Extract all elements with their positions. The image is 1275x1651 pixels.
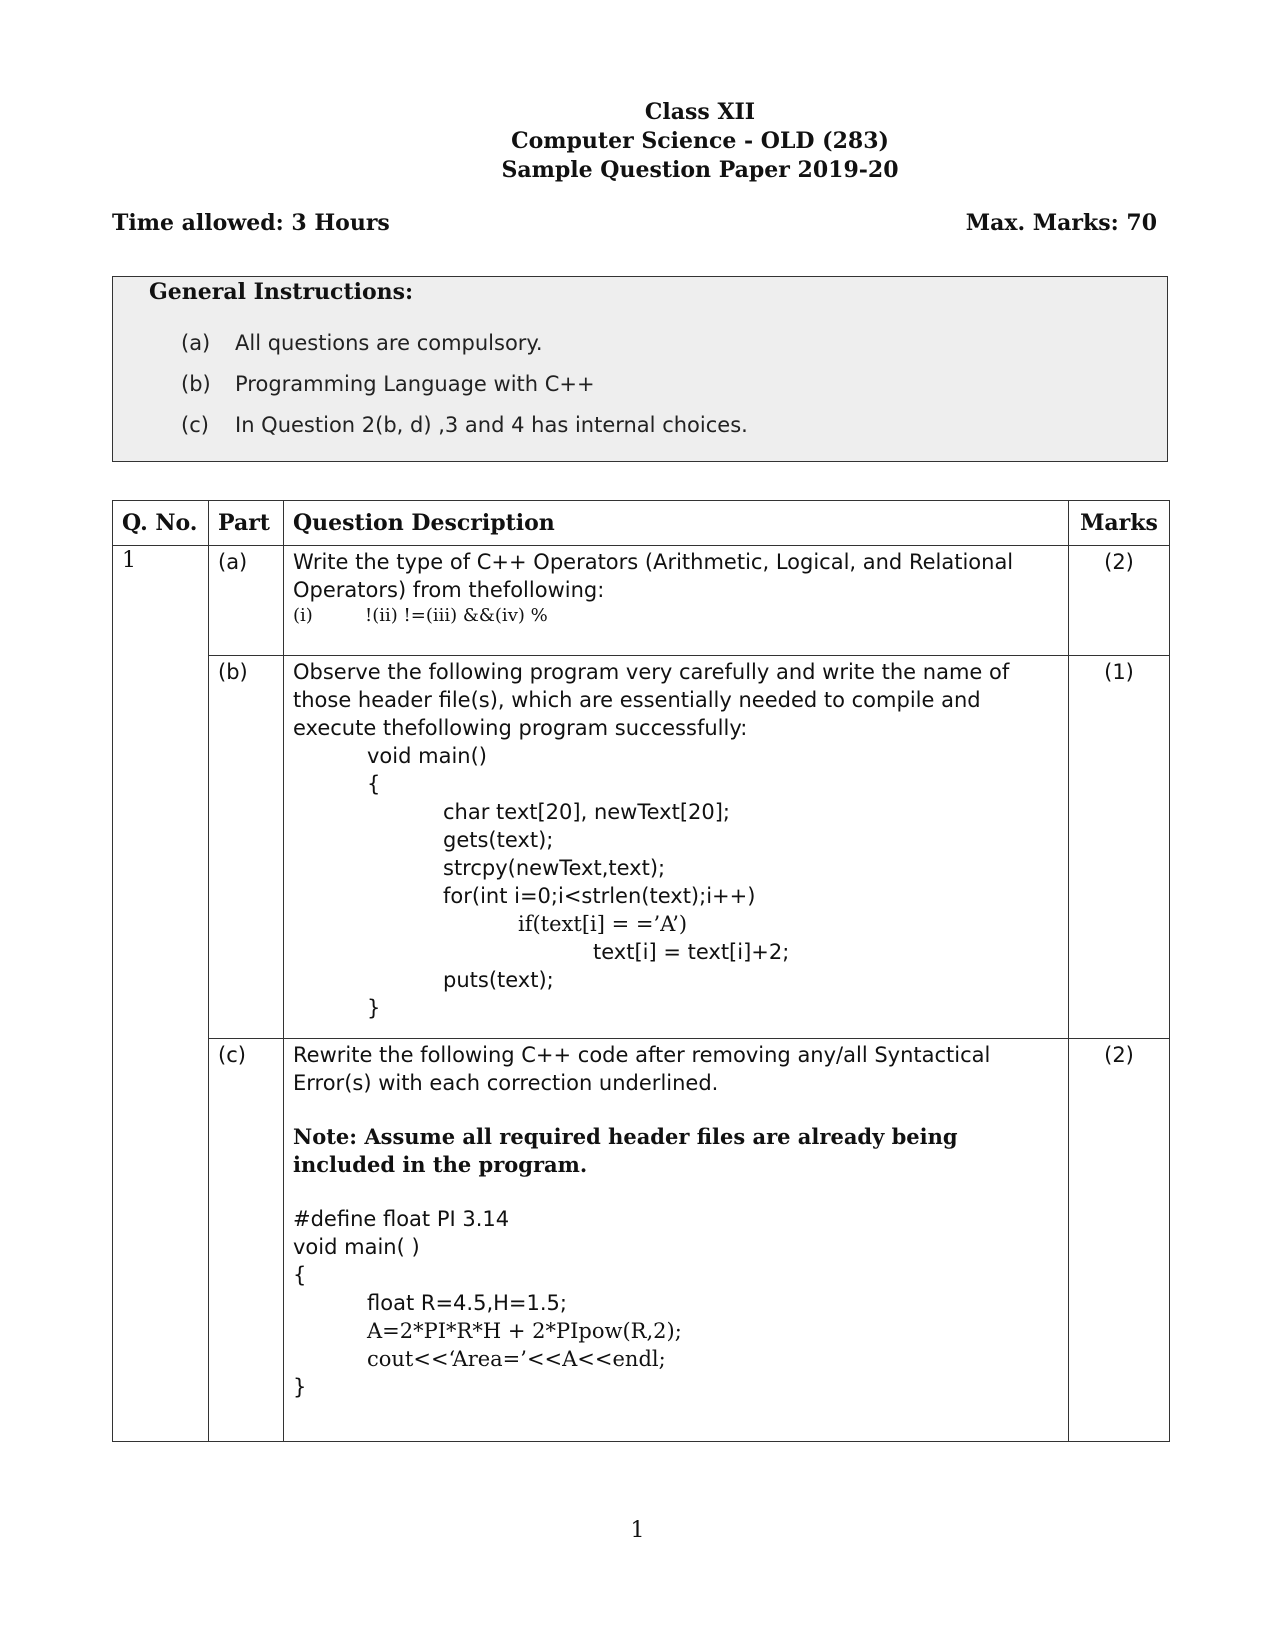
code-line: A=2*PI*R*H + 2*PIpow(R,2);: [367, 1319, 682, 1343]
instruction-marker: (a): [181, 331, 211, 355]
code-line: char text[20], newText[20];: [443, 800, 730, 824]
subject-title: Computer Science - OLD (283): [511, 128, 889, 154]
code-line: }: [367, 996, 381, 1020]
general-instructions-box: [112, 276, 1168, 462]
table-row: [113, 546, 1170, 656]
question-marks: (2): [1069, 546, 1170, 656]
code-line: strcpy(newText,text);: [443, 856, 666, 880]
option-i: (i): [293, 605, 313, 626]
instruction-item: [181, 413, 748, 437]
paper-title: Sample Question Paper 2019-20: [501, 157, 899, 183]
question-note: Note: Assume all required header files are already being included in the program.: [293, 1124, 958, 1177]
question-text: Rewrite the following C++ code after removing any/all Syntactical Error(s) with each correction underlined.: [293, 1043, 991, 1095]
code-line: void main(): [367, 744, 487, 768]
code-line: cout<<‘Area=’<<A<<endl;: [367, 1347, 666, 1371]
part-label: (c): [209, 1039, 284, 1442]
header-qno: Q. No.: [113, 501, 209, 546]
code-line: {: [367, 772, 381, 796]
instruction-item: [181, 372, 595, 396]
code-line: float R=4.5,H=1.5;: [367, 1291, 567, 1315]
code-line: #define float PI 3.14: [293, 1207, 510, 1231]
part-label: (a): [209, 546, 284, 656]
question-text: Write the type of C++ Operators (Arithmetic, Logical, and Relational Operators) from thefollowing:: [293, 550, 1014, 602]
instruction-text: All questions are compulsory.: [235, 331, 543, 355]
instruction-marker: (b): [181, 372, 211, 396]
question-description: [284, 546, 1069, 656]
questions-table: [112, 500, 1170, 1442]
code-line: }: [293, 1375, 307, 1399]
table-row: [113, 656, 1170, 1039]
part-label: (b): [209, 656, 284, 1039]
code-line: gets(text);: [443, 828, 554, 852]
header-marks: Marks: [1069, 501, 1170, 546]
header-part: Part: [209, 501, 284, 546]
instruction-item: [181, 331, 543, 355]
max-marks: Max. Marks: 70: [965, 210, 1157, 236]
question-description: [284, 1039, 1069, 1442]
question-marks: (2): [1069, 1039, 1170, 1442]
table-row: [113, 1039, 1170, 1442]
question-text: Observe the following program very carefully and write the name of those header file(s), which are essentially needed to compile and execute thefollowing program successfully:: [293, 660, 1010, 740]
question-marks: (1): [1069, 656, 1170, 1039]
table-header-row: [113, 501, 1170, 546]
question-description: [284, 656, 1069, 1039]
code-line: if(text[i] = =’A’): [518, 912, 688, 936]
instruction-marker: (c): [181, 413, 209, 437]
option-list: !(ii) !=(iii) &&(iv) %: [365, 605, 548, 626]
instructions-title: General Instructions:: [149, 279, 414, 305]
instruction-text: Programming Language with C++: [235, 372, 595, 396]
code-line: puts(text);: [443, 968, 554, 992]
code-line: void main( ): [293, 1235, 420, 1259]
question-number: 1: [113, 546, 209, 1442]
code-line: text[i] = text[i]+2;: [593, 940, 790, 964]
header-description: Question Description: [284, 501, 1069, 546]
operator-options: [293, 604, 1059, 628]
class-title: Class XII: [644, 99, 756, 125]
page-number: 1: [630, 1518, 645, 1543]
code-line: for(int i=0;i<strlen(text);i++): [443, 884, 756, 908]
paper-header: [0, 98, 1275, 185]
instruction-text: In Question 2(b, d) ,3 and 4 has internal choices.: [235, 413, 748, 437]
code-line: {: [293, 1263, 307, 1287]
time-allowed: Time allowed: 3 Hours: [112, 210, 390, 236]
